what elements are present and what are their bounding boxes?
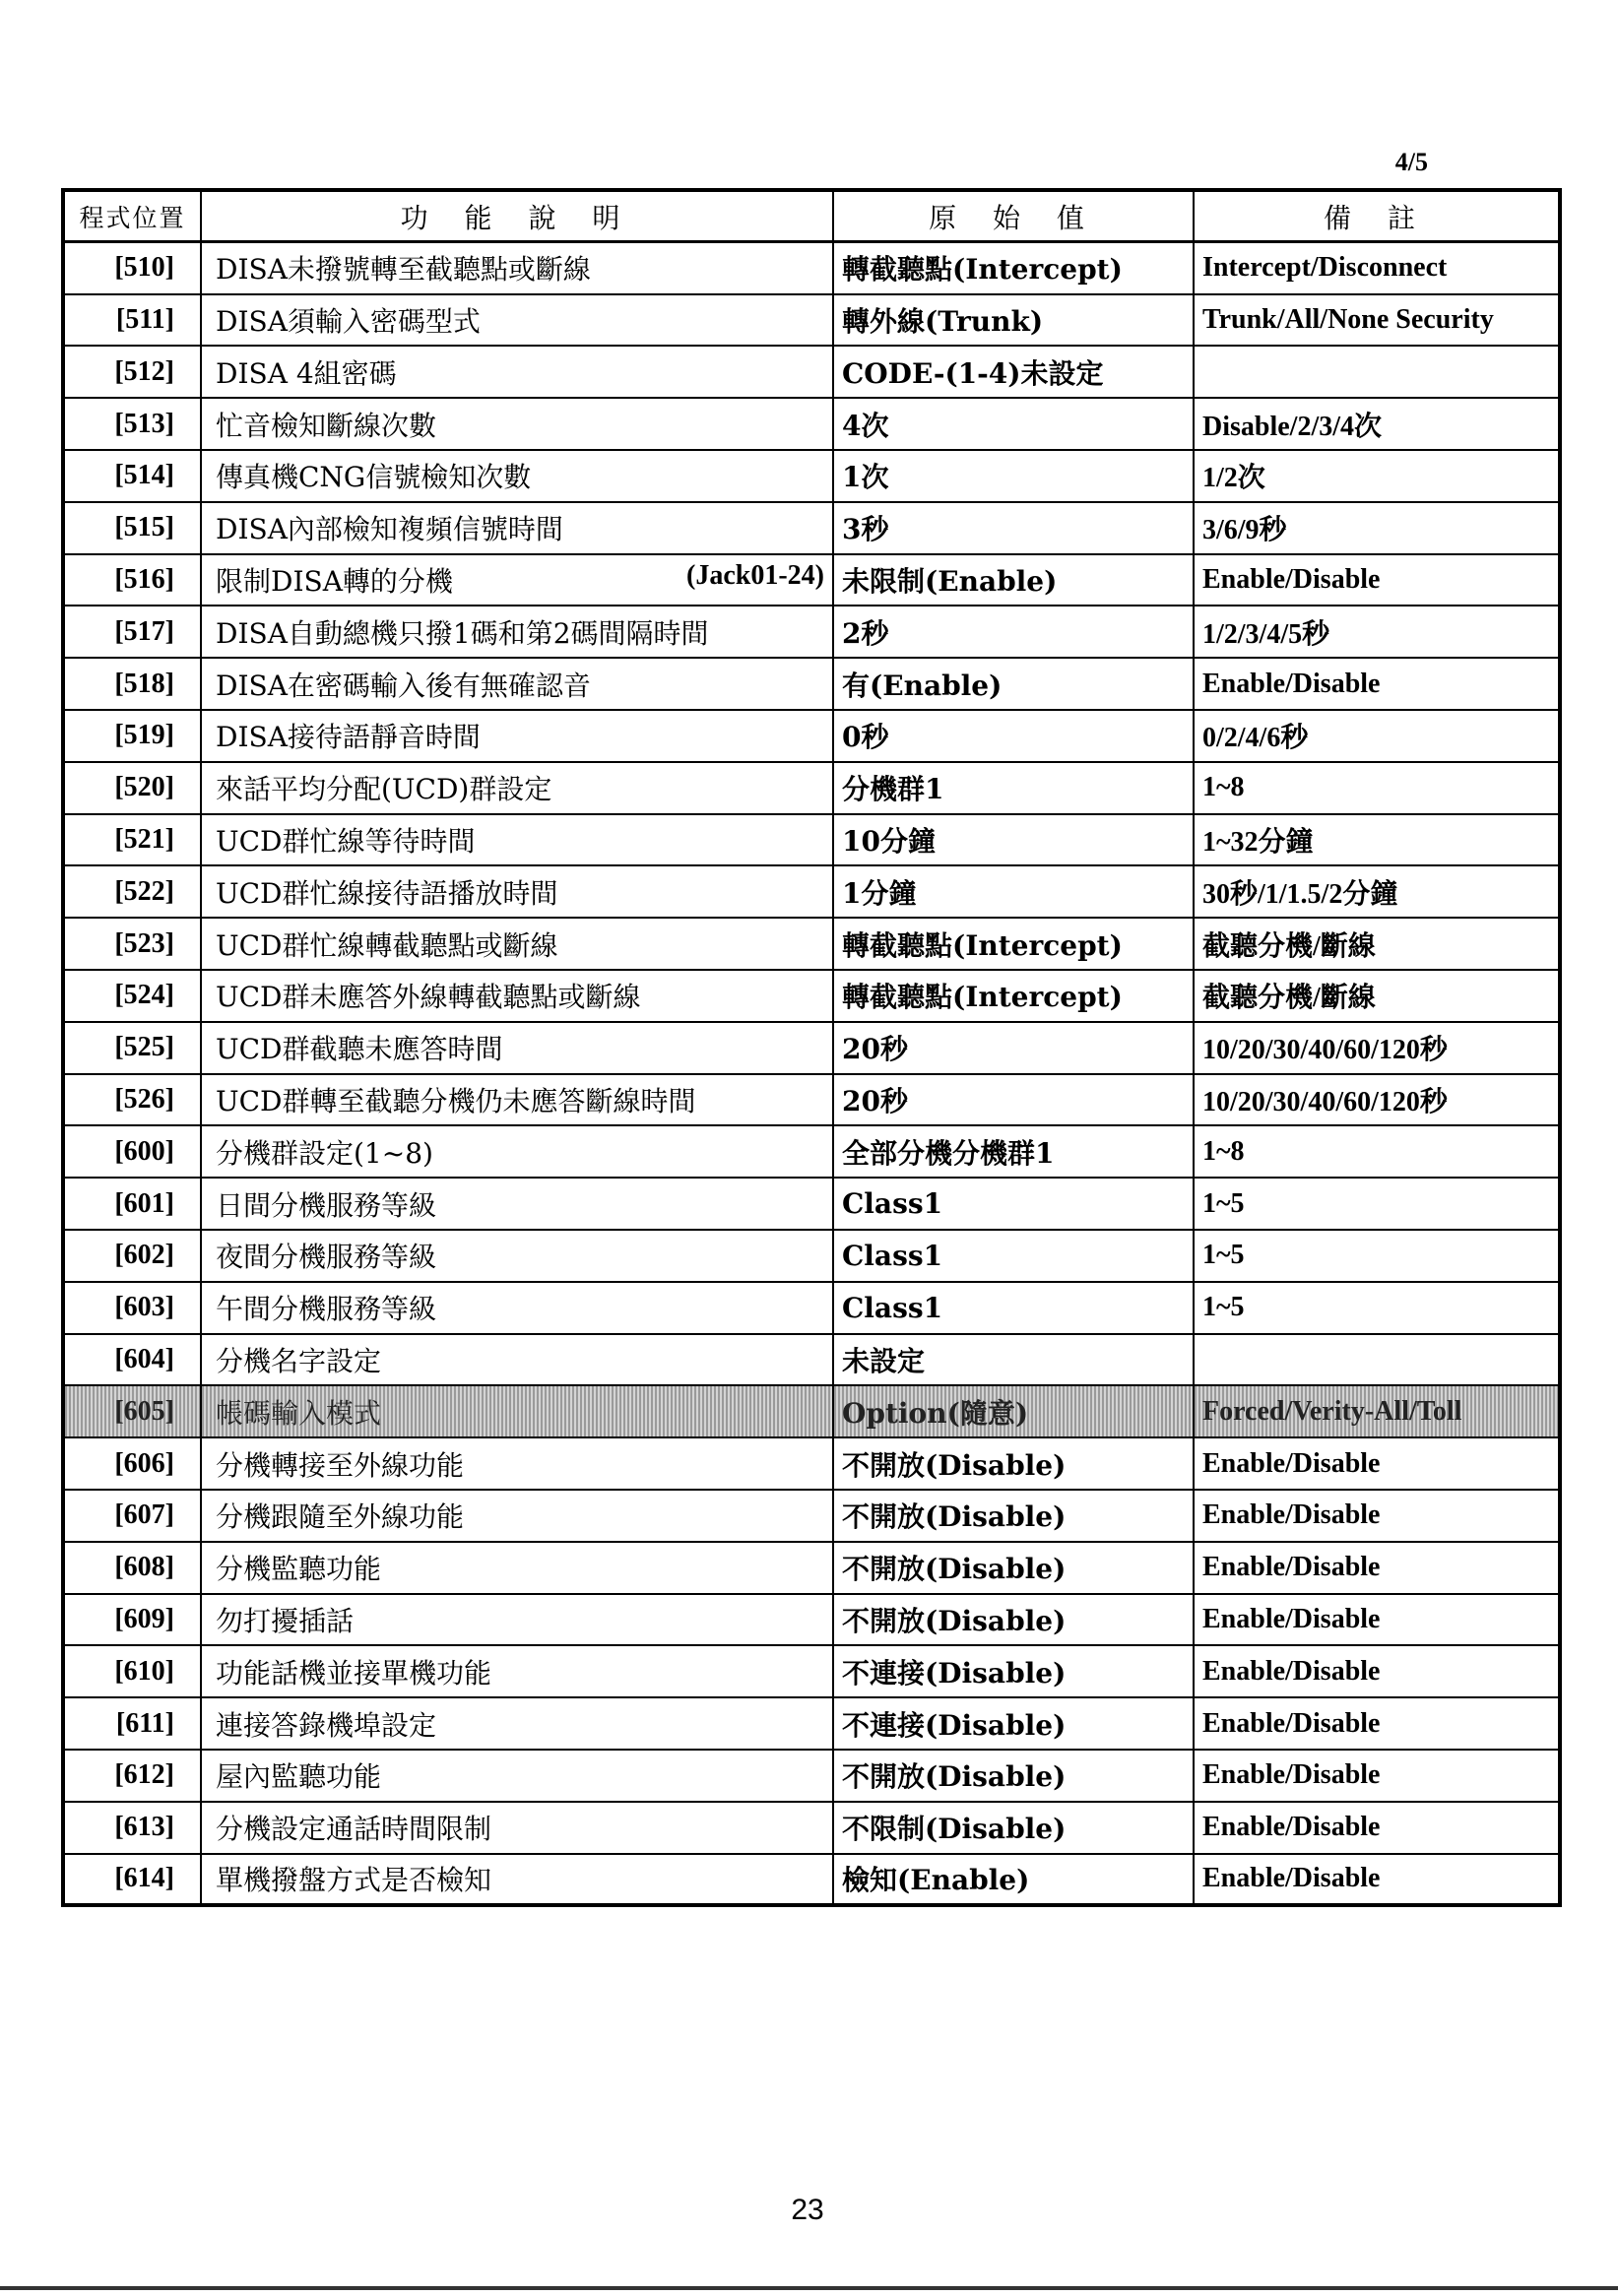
cell-function	[201, 1594, 833, 1646]
cell-program-code: [525]	[63, 1022, 201, 1074]
cell-remarks: 10/20/30/40/60/120秒	[1194, 1022, 1560, 1074]
cell-remarks: Trunk/All/None Security	[1194, 294, 1560, 347]
cell-function-text: 分機轉接至外線功能	[216, 1448, 465, 1482]
cell-remarks: Intercept/Disconnect	[1194, 242, 1560, 294]
cell-program-code: [612]	[63, 1750, 201, 1802]
table-row	[63, 1125, 1560, 1178]
cell-function	[201, 762, 833, 814]
table-row	[63, 970, 1560, 1022]
cell-program-code: [515]	[63, 502, 201, 554]
cell-function-text: UCD群忙線轉截聽點或斷線	[216, 928, 558, 962]
table-row	[63, 658, 1560, 710]
cell-default-value: 轉截聽點(Intercept)	[833, 242, 1194, 294]
cell-program-code: [605]	[63, 1385, 201, 1437]
cell-program-code: [524]	[63, 970, 201, 1022]
cell-program-code: [604]	[63, 1334, 201, 1386]
table-row	[63, 242, 1560, 294]
table-row	[63, 502, 1560, 554]
cell-remarks: Enable/Disable	[1194, 554, 1560, 606]
table-row	[63, 450, 1560, 502]
cell-remarks: 1/2次	[1194, 450, 1560, 502]
table-row	[63, 606, 1560, 658]
cell-default-value: 轉截聽點(Intercept)	[833, 918, 1194, 970]
cell-remarks	[1194, 346, 1560, 398]
cell-function	[201, 502, 833, 554]
cell-function	[201, 1490, 833, 1542]
cell-function-text: 分機名字設定	[216, 1344, 382, 1377]
cell-default-value: 20秒	[833, 1074, 1194, 1126]
cell-function	[201, 1230, 833, 1282]
table-row	[63, 1178, 1560, 1230]
table-row	[63, 1645, 1560, 1697]
cell-remarks: Enable/Disable	[1194, 1594, 1560, 1646]
cell-program-code: [519]	[63, 710, 201, 762]
cell-function-text: 分機監聽功能	[216, 1553, 382, 1586]
header-row	[63, 190, 1560, 242]
cell-program-code: [608]	[63, 1542, 201, 1594]
cell-function	[201, 1125, 833, 1178]
cell-remarks: 1~32分鐘	[1194, 814, 1560, 866]
cell-default-value: 未設定	[833, 1334, 1194, 1386]
cell-default-value: 不連接(Disable)	[833, 1645, 1194, 1697]
cell-program-code: [614]	[63, 1854, 201, 1906]
cell-program-code: [522]	[63, 865, 201, 918]
table-row	[63, 918, 1560, 970]
cell-function	[201, 294, 833, 347]
cell-default-value: 轉截聽點(Intercept)	[833, 970, 1194, 1022]
cell-function	[201, 710, 833, 762]
cell-program-code: [606]	[63, 1437, 201, 1490]
table-row	[63, 1594, 1560, 1646]
cell-function-text: DISA在密碼輸入後有無確認音	[216, 669, 591, 702]
cell-function-text: 屋內監聽功能	[216, 1760, 382, 1794]
table-body	[63, 242, 1560, 1906]
table-row	[63, 1697, 1560, 1750]
cell-remarks: 1~5	[1194, 1230, 1560, 1282]
table-row	[63, 814, 1560, 866]
cell-remarks: Enable/Disable	[1194, 1697, 1560, 1750]
table-row	[63, 1750, 1560, 1802]
cell-function-text: UCD群忙線接待語播放時間	[216, 876, 558, 910]
cell-program-code: [600]	[63, 1125, 201, 1178]
cell-function-text: 來話平均分配(UCD)群設定	[216, 773, 552, 806]
cell-function	[201, 554, 833, 606]
cell-function	[201, 1385, 833, 1437]
cell-function-text: 夜間分機服務等級	[216, 1241, 437, 1274]
cell-remarks: Enable/Disable	[1194, 1854, 1560, 1906]
cell-default-value: 不連接(Disable)	[833, 1697, 1194, 1750]
table-row	[63, 1385, 1560, 1437]
cell-remarks: Disable/2/3/4次	[1194, 398, 1560, 450]
cell-program-code: [512]	[63, 346, 201, 398]
table-row	[63, 1074, 1560, 1126]
cell-remarks	[1194, 1334, 1560, 1386]
cell-function-text: DISA自動總機只撥1碼和第2碼間隔時間	[216, 616, 709, 650]
cell-default-value: Class1	[833, 1230, 1194, 1282]
cell-function-text: 連接答錄機埠設定	[216, 1708, 437, 1742]
cell-function	[201, 1022, 833, 1074]
cell-function-text: UCD群截聽未應答時間	[216, 1033, 503, 1066]
header-program-position: 程式位置	[63, 190, 201, 242]
cell-function	[201, 814, 833, 866]
cell-program-code: [521]	[63, 814, 201, 866]
cell-program-code: [601]	[63, 1178, 201, 1230]
cell-program-code: [514]	[63, 450, 201, 502]
cell-function	[201, 1334, 833, 1386]
table-header	[63, 190, 1560, 242]
cell-default-value: Class1	[833, 1282, 1194, 1334]
cell-function-text: 勿打擾插話	[216, 1604, 355, 1637]
cell-program-code: [513]	[63, 398, 201, 450]
cell-program-code: [602]	[63, 1230, 201, 1282]
table-row	[63, 1230, 1560, 1282]
cell-function	[201, 1074, 833, 1126]
cell-remarks: 3/6/9秒	[1194, 502, 1560, 554]
cell-remarks: Enable/Disable	[1194, 658, 1560, 710]
cell-remarks: Enable/Disable	[1194, 1490, 1560, 1542]
header-default-value: 原 始 值	[833, 190, 1194, 242]
table-row	[63, 398, 1560, 450]
page-number: 23	[791, 2194, 824, 2226]
cell-function	[201, 1750, 833, 1802]
cell-remarks: 30秒/1/1.5/2分鐘	[1194, 865, 1560, 918]
cell-function-text: 日間分機服務等級	[216, 1188, 437, 1222]
cell-default-value: 不開放(Disable)	[833, 1490, 1194, 1542]
cell-function-text: 功能話機並接單機功能	[216, 1656, 492, 1690]
cell-default-value: 1次	[833, 450, 1194, 502]
cell-program-code: [613]	[63, 1802, 201, 1854]
table-row	[63, 1022, 1560, 1074]
cell-program-code: [607]	[63, 1490, 201, 1542]
bottom-rule	[0, 2286, 1618, 2290]
table-row	[63, 1854, 1560, 1906]
cell-function	[201, 398, 833, 450]
cell-remarks: 0/2/4/6秒	[1194, 710, 1560, 762]
cell-default-value: 不開放(Disable)	[833, 1594, 1194, 1646]
cell-default-value: 0秒	[833, 710, 1194, 762]
table-row	[63, 554, 1560, 606]
cell-default-value: 10分鐘	[833, 814, 1194, 866]
cell-function	[201, 658, 833, 710]
cell-default-value: 不限制(Disable)	[833, 1802, 1194, 1854]
cell-program-code: [603]	[63, 1282, 201, 1334]
cell-remarks: Forced/Verity-All/Toll	[1194, 1385, 1560, 1437]
cell-function	[201, 1437, 833, 1490]
settings-table	[61, 188, 1562, 1907]
cell-function-text: UCD群忙線等待時間	[216, 824, 476, 858]
cell-function-text: 分機設定通話時間限制	[216, 1813, 492, 1846]
cell-function	[201, 1697, 833, 1750]
header-remarks: 備 註	[1194, 190, 1560, 242]
cell-function-text: 單機撥盤方式是否檢知	[216, 1864, 492, 1897]
cell-function	[201, 242, 833, 294]
cell-function	[201, 970, 833, 1022]
cell-function-text: 分機群設定(1~8)	[216, 1136, 433, 1170]
table-row	[63, 1542, 1560, 1594]
table-row	[63, 1437, 1560, 1490]
table-row	[63, 865, 1560, 918]
cell-program-code: [523]	[63, 918, 201, 970]
table-row	[63, 762, 1560, 814]
cell-program-code: [518]	[63, 658, 201, 710]
cell-function	[201, 1854, 833, 1906]
cell-function-text: UCD群轉至截聽分機仍未應答斷線時間	[216, 1084, 696, 1117]
cell-default-value: 1分鐘	[833, 865, 1194, 918]
cell-default-value: Option(隨意)	[833, 1385, 1194, 1437]
cell-function	[201, 865, 833, 918]
cell-function	[201, 450, 833, 502]
table-row	[63, 1802, 1560, 1854]
cell-program-code: [520]	[63, 762, 201, 814]
cell-remarks: Enable/Disable	[1194, 1542, 1560, 1594]
cell-function	[201, 1645, 833, 1697]
cell-default-value: 轉外線(Trunk)	[833, 294, 1194, 347]
cell-default-value: 20秒	[833, 1022, 1194, 1074]
cell-function	[201, 1178, 833, 1230]
cell-default-value: Class1	[833, 1178, 1194, 1230]
cell-function-text: DISA未撥號轉至截聽點或斷線	[216, 253, 591, 287]
table-row	[63, 346, 1560, 398]
cell-remarks: 1~8	[1194, 762, 1560, 814]
cell-default-value: 不開放(Disable)	[833, 1750, 1194, 1802]
cell-default-value: 不開放(Disable)	[833, 1437, 1194, 1490]
cell-default-value: 3秒	[833, 502, 1194, 554]
cell-default-value: 有(Enable)	[833, 658, 1194, 710]
cell-function-text: 分機跟隨至外線功能	[216, 1500, 465, 1534]
table-row	[63, 1282, 1560, 1334]
cell-function	[201, 918, 833, 970]
cell-remarks: Enable/Disable	[1194, 1437, 1560, 1490]
cell-remarks: 截聽分機/斷線	[1194, 970, 1560, 1022]
cell-function	[201, 606, 833, 658]
cell-default-value: 未限制(Enable)	[833, 554, 1194, 606]
cell-function	[201, 1542, 833, 1594]
cell-program-code: [516]	[63, 554, 201, 606]
table-row	[63, 1334, 1560, 1386]
cell-remarks: 1/2/3/4/5秒	[1194, 606, 1560, 658]
cell-function-text: 傳真機CNG信號檢知次數	[216, 461, 532, 494]
cell-function-text: 忙音檢知斷線次數	[216, 409, 437, 442]
cell-program-code: [526]	[63, 1074, 201, 1126]
cell-program-code: [611]	[63, 1697, 201, 1750]
cell-remarks: Enable/Disable	[1194, 1645, 1560, 1697]
cell-function-text: DISA接待語靜音時間	[216, 721, 481, 754]
table-row	[63, 294, 1560, 347]
cell-default-value: 2秒	[833, 606, 1194, 658]
cell-function-text: UCD群未應答外線轉截聽點或斷線	[216, 981, 641, 1014]
cell-default-value: 全部分機分機群1	[833, 1125, 1194, 1178]
cell-program-code: [511]	[63, 294, 201, 347]
cell-default-value: 分機群1	[833, 762, 1194, 814]
cell-function-text: 午間分機服務等級	[216, 1293, 437, 1326]
cell-function	[201, 1282, 833, 1334]
cell-remarks: Enable/Disable	[1194, 1750, 1560, 1802]
cell-remarks: Enable/Disable	[1194, 1802, 1560, 1854]
cell-program-code: [510]	[63, 242, 201, 294]
cell-function	[201, 1802, 833, 1854]
cell-function-text: DISA須輸入密碼型式	[216, 304, 481, 338]
cell-default-value: 不開放(Disable)	[833, 1542, 1194, 1594]
cell-remarks: 截聽分機/斷線	[1194, 918, 1560, 970]
header-function-description: 功 能 說 明	[201, 190, 833, 242]
cell-function-text: DISA內部檢知複頻信號時間	[216, 513, 563, 546]
cell-remarks: 1~5	[1194, 1282, 1560, 1334]
cell-program-code: [517]	[63, 606, 201, 658]
cell-program-code: [610]	[63, 1645, 201, 1697]
cell-default-value: 4次	[833, 398, 1194, 450]
cell-function	[201, 346, 833, 398]
page-section-label: 4/5	[1394, 148, 1428, 176]
table-row	[63, 710, 1560, 762]
cell-default-value: 檢知(Enable)	[833, 1854, 1194, 1906]
cell-function-text: 帳碼輸入模式	[216, 1396, 382, 1430]
cell-program-code: [609]	[63, 1594, 201, 1646]
table-row	[63, 1490, 1560, 1542]
cell-remarks: 1~8	[1194, 1125, 1560, 1178]
cell-function-text: 限制DISA轉的分機	[216, 564, 453, 598]
cell-function-extra: (Jack01-24)	[686, 559, 824, 591]
cell-function-text: DISA 4組密碼	[216, 356, 397, 390]
cell-remarks: 10/20/30/40/60/120秒	[1194, 1074, 1560, 1126]
cell-remarks: 1~5	[1194, 1178, 1560, 1230]
cell-default-value: CODE-(1-4)未設定	[833, 346, 1194, 398]
